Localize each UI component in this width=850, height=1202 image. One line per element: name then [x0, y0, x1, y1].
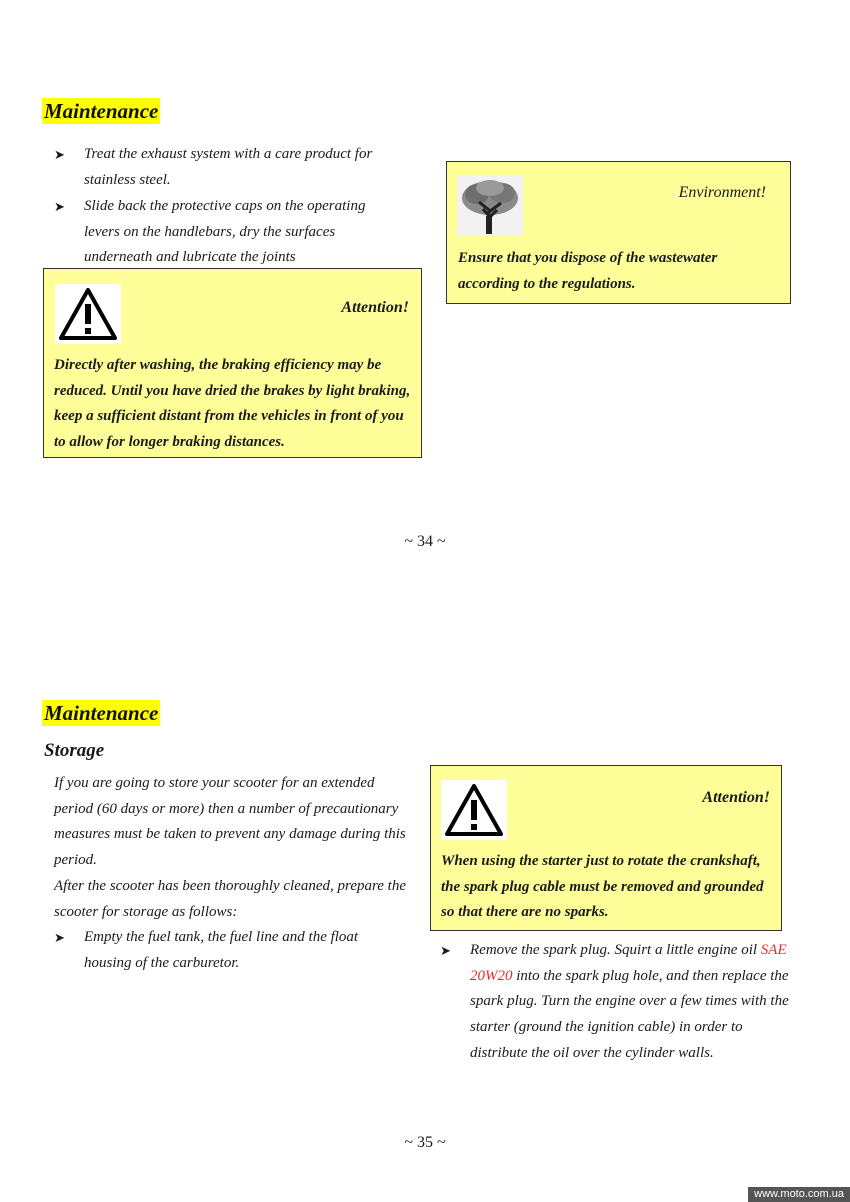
bullet-text: Treat the exhaust system with a care product for stainless steel.: [84, 146, 373, 188]
section-title-maintenance-35: Maintenance: [44, 701, 159, 725]
environment-title: Environment!: [678, 184, 766, 201]
attention-box-34: [43, 268, 422, 458]
spark-plug-text-2: into the spark plug hole, and then replace the spark plug. Turn the engine over a few times with the starter (ground the ignition cable) in order to distribute the oil over the cylinder walls.: [470, 967, 789, 1061]
attention-box-35: [430, 765, 782, 931]
spark-plug-text-1: Remove the spark plug. Squirt a little engine oil: [470, 942, 758, 958]
environment-box: [446, 161, 791, 304]
bullet-text: Empty the fuel tank, the fuel line and the float housing of the carburetor.: [84, 929, 359, 971]
bullet-text: [470, 938, 795, 1067]
arrow-bullet-icon: ➤: [54, 147, 65, 162]
attention-text: Directly after washing, the braking efficiency may be reduced. Until you have dried the brakes by light braking, keep a sufficient distant from the vehicles in front of you to allow for longer braking distances.: [54, 357, 411, 451]
section-title-maintenance-34: Maintenance: [44, 99, 159, 123]
arrow-bullet-icon: ➤: [54, 930, 65, 945]
list-item: [54, 925, 394, 976]
footer-url[interactable]: www.moto.com.ua: [748, 1187, 850, 1202]
subtitle-storage: Storage: [44, 740, 105, 761]
environment-text: Ensure that you dispose of the wastewater according to the regulations.: [458, 250, 718, 292]
oil-spec-highlight: SAE 20W20: [470, 942, 787, 984]
warning-triangle-icon: [55, 284, 121, 344]
storage-intro-2: After the scooter has been thoroughly cleaned, prepare the scooter for storage as follows:: [54, 878, 406, 920]
bullet-text: Slide back the protective caps on the operating levers on the handlebars, dry the surfaces underneath and lubricate the joints: [84, 198, 366, 266]
arrow-bullet-icon: ➤: [54, 199, 65, 214]
attention-title: Attention!: [341, 299, 409, 316]
page-number-35: ~ 35 ~: [404, 1134, 446, 1151]
attention-title: Attention!: [702, 789, 770, 806]
warning-triangle-icon: [441, 780, 507, 840]
tree-icon: [457, 176, 523, 236]
list-item: [54, 142, 404, 193]
page-number-34: ~ 34 ~: [404, 533, 446, 550]
list-item: [440, 938, 795, 1067]
storage-intro-1: If you are going to store your scooter for an extended period (60 days or more) then a number of precautionary measures must be taken to prevent any damage during this period.: [54, 775, 406, 869]
arrow-bullet-icon: ➤: [440, 943, 451, 958]
attention-text: When using the starter just to rotate the crankshaft, the spark plug cable must be removed and grounded so that there are no sparks.: [441, 853, 764, 921]
list-item: [54, 194, 404, 271]
